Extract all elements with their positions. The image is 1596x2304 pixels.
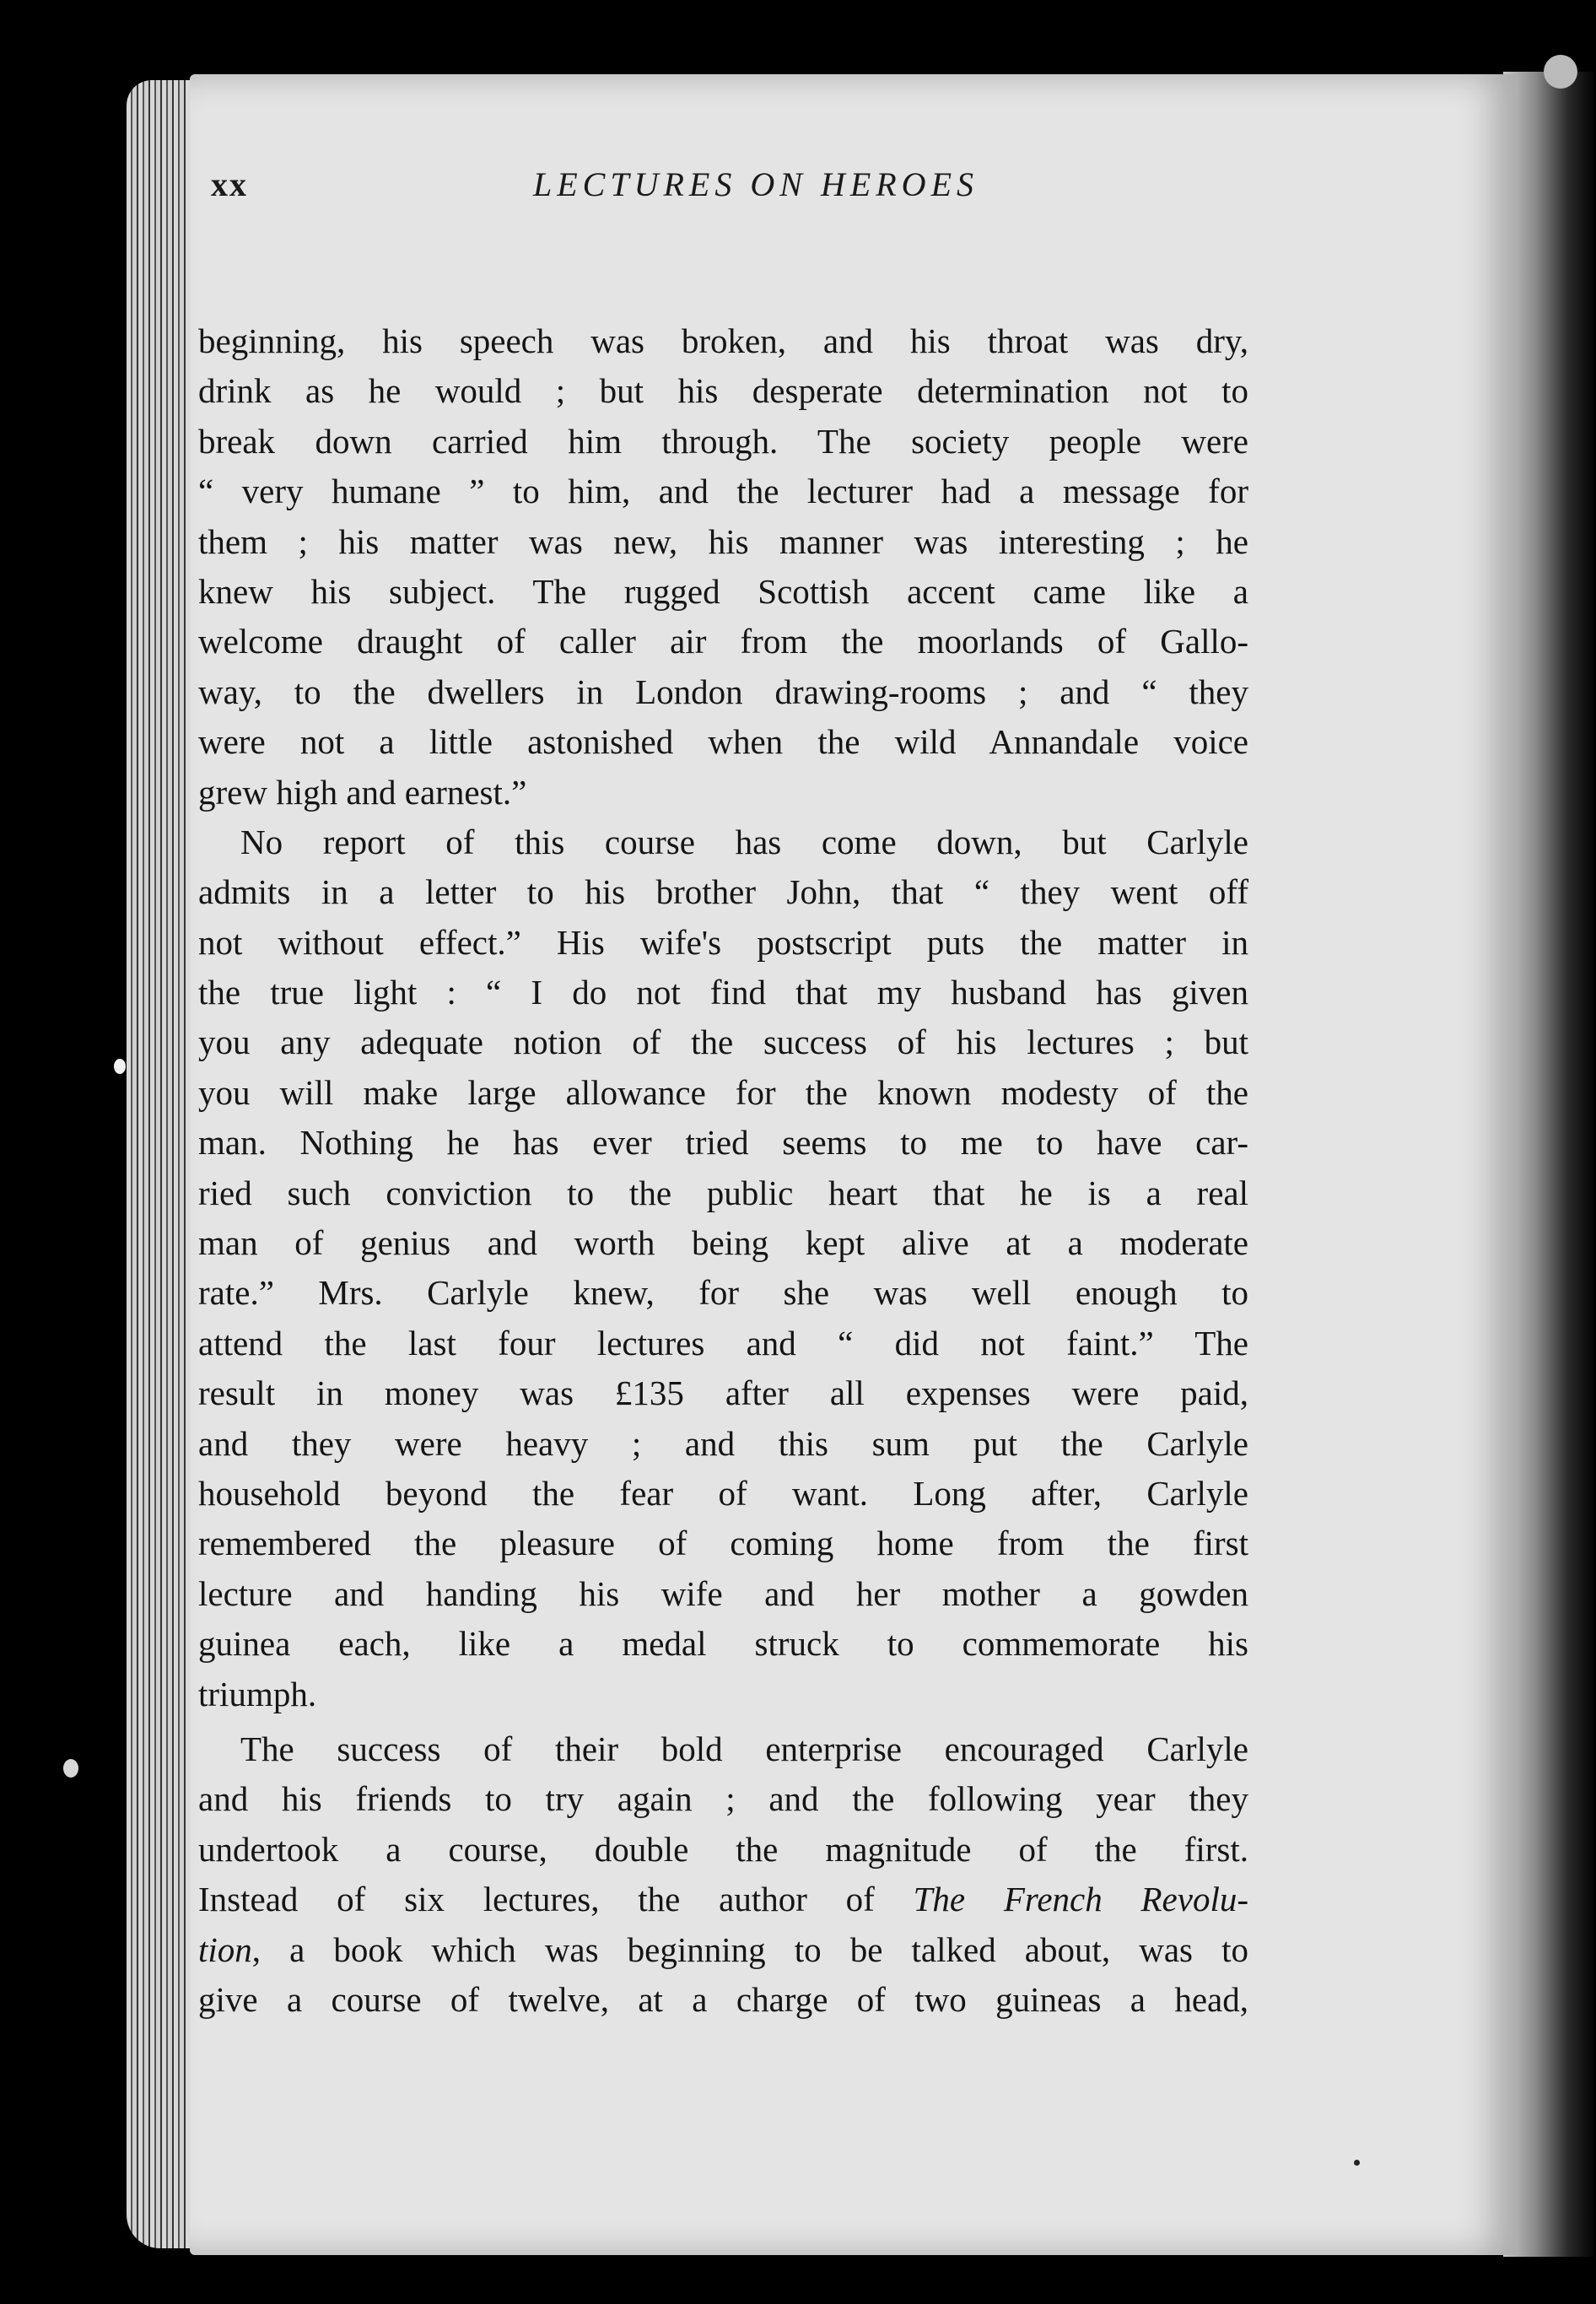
margin-speck [114,1059,126,1074]
text-line: beginning, his speech was broken, and his throat was dry, [198,321,1248,360]
text-line: way, to the dwellers in London drawing-rooms ; and “ they [198,672,1248,711]
text-line: and his friends to try again ; and the following year they [198,1779,1248,1819]
text-line: “ very humane ” to him, and the lecturer had a message for [198,472,1248,511]
text-line: you will make large allowance for the known modesty of the [198,1072,1248,1112]
book-title-italic: tion [198,1929,252,1969]
paragraph-3 [198,1724,1248,2025]
text-line: knew his subject. The rugged Scottish accent came like a [198,571,1248,611]
text-line: and they were heavy ; and this sum put the Carlyle [198,1423,1248,1463]
text-line: break down carried him through. The society people were [198,421,1248,461]
text-line: triumph. [198,1674,317,1713]
page-dot [1354,2160,1360,2166]
text-line: give a course of twelve, at a charge of two guineas a head, [198,1979,1248,2019]
text-line: rate.” Mrs. Carlyle knew, for she was well enough to [198,1273,1248,1313]
page-header [211,165,1301,215]
text-line: drink as he would ; but his desperate determination not to [198,371,1248,411]
text-line: man. Nothing he has ever tried seems to me to have car- [198,1123,1248,1163]
text-line: undertook a course, double the magnitude of the first. [198,1829,1248,1869]
text-fragment: , a book which was beginning to be talked about, was to [251,1929,1248,1969]
text-line-with-title [198,1925,1248,1975]
text-line: attend the last four lectures and “ did not faint.” The [198,1323,1248,1362]
text-line: them ; his matter was new, his manner was interesting ; he [198,521,1248,561]
text-line: man of genius and worth being kept alive at a moderate [198,1223,1248,1263]
text-line: household beyond the fear of want. Long after, Carlyle [198,1473,1248,1513]
paragraph-1 [198,316,1248,817]
text-line: welcome draught of caller air from the moorlands of Gallo- [198,622,1248,661]
text-line: the true light : “ I do not find that my husband has given [198,973,1248,1012]
paragraph-2 [198,817,1248,1719]
text-line: lecture and handing his wife and her mother a gowden [198,1573,1248,1613]
text-line: No report of this course has come down, but Carlyle [240,822,1248,861]
text-line: ried such conviction to the public heart that he is a real [198,1173,1248,1212]
corner-speck [1544,55,1577,89]
text-line: grew high and earnest.” [198,772,527,812]
text-line: not without effect.” His wife's postscript puts the matter in [198,922,1248,962]
text-line: result in money was £135 after all expenses were paid, [198,1373,1248,1413]
text-line: guinea each, like a medal struck to commemorate his [198,1624,1248,1664]
text-line-with-title [198,1875,1248,1924]
page-number: xx [211,165,248,203]
text-fragment: Instead of six lectures, the author of [198,1880,914,1919]
margin-speck [63,1759,78,1778]
text-line: The success of their bold enterprise encouraged Carlyle [240,1729,1248,1768]
text-line: you any adequate notion of the success of his lectures ; but [198,1023,1248,1062]
text-line: admits in a letter to his brother John, that “ they went off [198,872,1248,912]
text-line: were not a little astonished when the wild Annandale voice [198,722,1248,762]
book-title-italic: The French Revolu- [913,1880,1248,1919]
running-title: LECTURES ON HEROES [533,165,979,203]
text-line: remembered the pleasure of coming home from the first [198,1524,1248,1563]
body-text [198,316,1248,2025]
